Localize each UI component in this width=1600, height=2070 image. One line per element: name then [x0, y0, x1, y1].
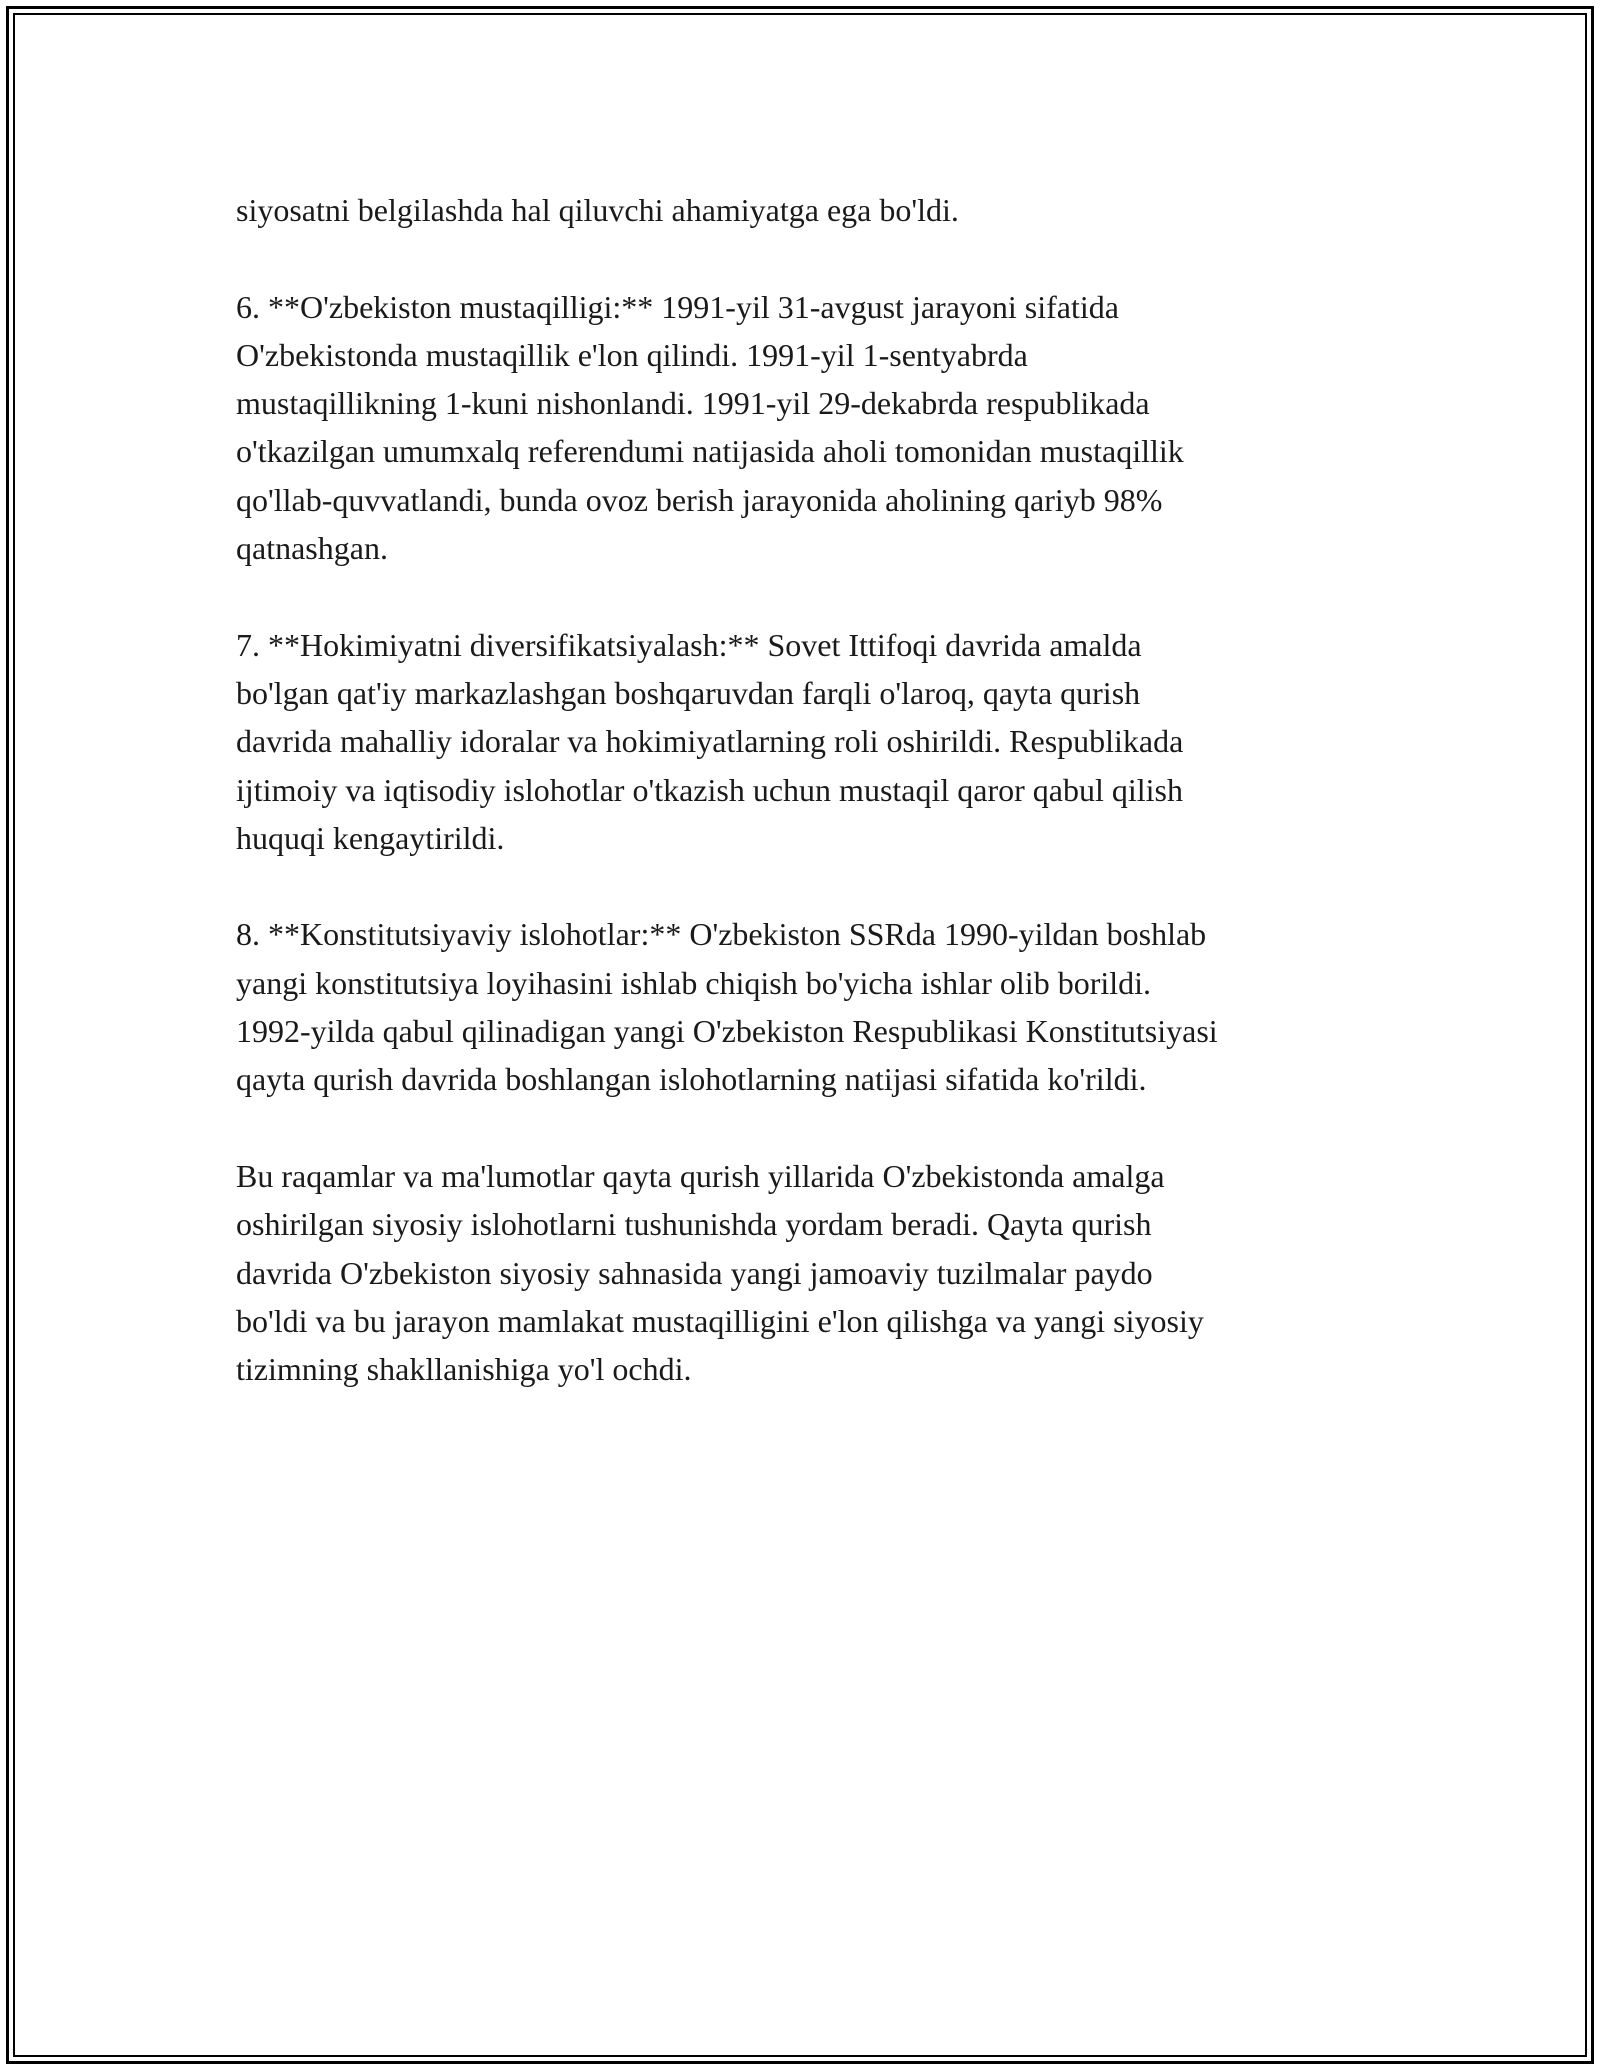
paragraph-item-8-constitutional-reforms: 8. **Konstitutsiyaviy islohotlar:** O'zbekiston SSRda 1990-yildan boshlab yangi konstitutsiya loyihasini ishlab chiqish bo'yicha ishlar olib borildi. 1992-yilda qabul qilinadigan yangi O'zbekiston Respublikasi Konstitutsiyasi qayta qurish davrida boshlangan islohotlarning natijasi sifatida ko'rildi. — [236, 916, 1218, 1098]
document-body — [236, 186, 1386, 1442]
paragraph-continuation: siyosatni belgilashda hal qiluvchi ahamiyatga ega bo'ldi. — [236, 192, 959, 228]
paragraph-conclusion: Bu raqamlar va ma'lumotlar qayta qurish yillarida O'zbekistonda amalga oshirilgan siyosiy islohotlarni tushunishda yordam beradi. Qayta qurish davrida O'zbekiston siyosiy sahnasida yangi jamoaviy tuzilmalar paydo bo'ldi va bu jarayon mamlakat mustaqilligini e'lon qilishga va yangi siyosiy tizimning shakllanishiga yo'l ochdi. — [236, 1157, 1204, 1388]
paragraph-item-7-diversification: 7. **Hokimiyatni diversifikatsiyalash:** Sovet Ittifoqi davrida amalda bo'lgan qat'iy markazlashgan boshqaruvdan farqli o'laroq, qayta qurish davrida mahalliy idoralar va hokimiyatlarning roli oshirildi. Respublikada ijtimoiy va iqtisodiy islohotlar o'tkazish uchun mustaqil qaror qabul qilish huquqi kengaytirildi. — [236, 626, 1184, 856]
paragraph-item-6-independence: 6. **O'zbekiston mustaqilligi:** 1991-yil 31-avgust jarayoni sifatida O'zbekistonda mustaqillik e'lon qilindi. 1991-yil 1-sentyabrda mustaqillikning 1-kuni nishonlandi. 1991-yil 29-dekabrda respublikada o'tkazilgan umumxalq referendumi natijasida aholi tomonidan mustaqillik qo'llab-quvvatlandi, bunda ovoz berish jarayonida aholining qariyb 98% qatnashgan. — [236, 288, 1184, 567]
